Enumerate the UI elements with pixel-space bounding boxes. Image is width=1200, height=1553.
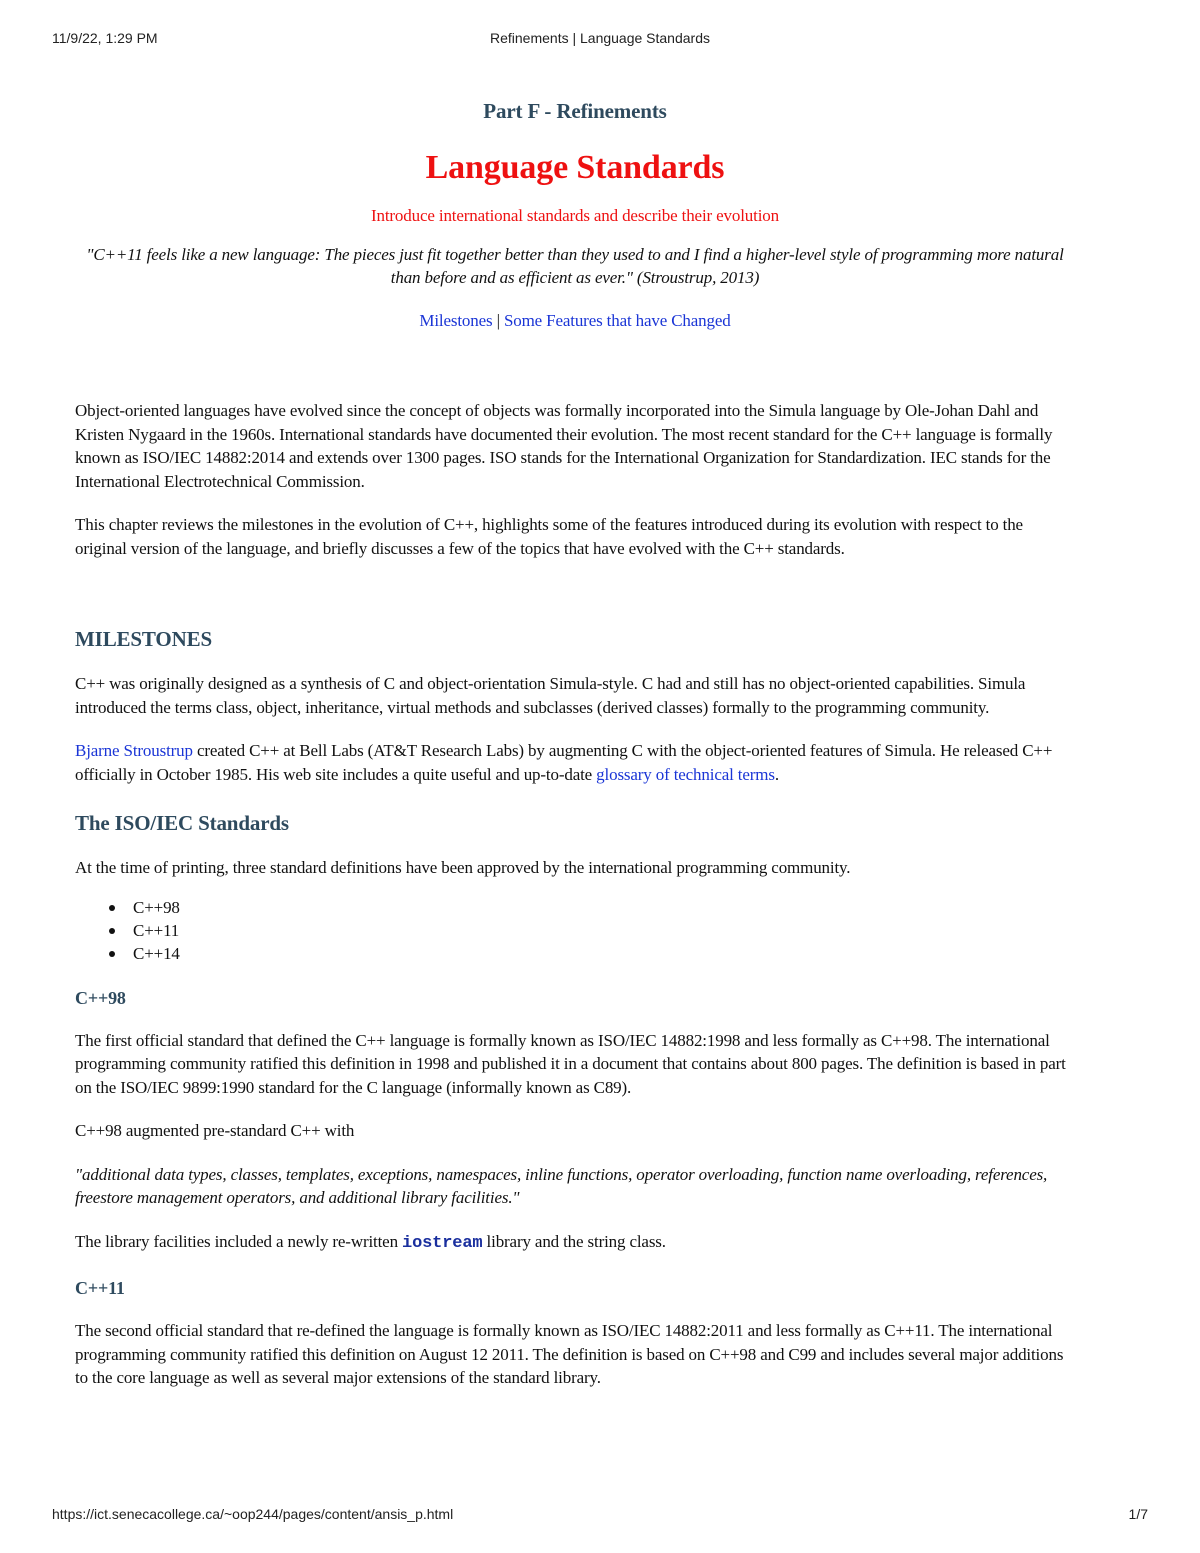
cpp98-paragraph-3: The library facilities included a newly re-written iostream library and the string class. [75, 1231, 666, 1253]
iso-standards-intro: At the time of printing, three standard definitions have been approved by the international programming community. [75, 858, 851, 877]
print-header [0, 30, 1200, 50]
print-datetime: 11/9/22, 1:29 PM [52, 30, 158, 46]
glossary-link[interactable]: glossary of technical terms [596, 764, 775, 784]
list-item: C++14 [133, 942, 1075, 965]
iostream-code: iostream [402, 1233, 483, 1253]
toc-separator: | [492, 310, 504, 330]
print-url: https://ict.senecacollege.ca/~oop244/pages/content/ansis_p.html [52, 1506, 454, 1522]
print-page-number: 1/7 [1128, 1506, 1148, 1522]
milestones-paragraph-2-end: . [774, 764, 779, 784]
bullet-icon [109, 905, 115, 911]
cpp98-paragraph-2: C++98 augmented pre-standard C++ with [75, 1121, 355, 1140]
cpp98-features-quote: "additional data types, classes, templates, exceptions, namespaces, inline functions, operator overloading, function name overloading, references, freestore management operators, and additional library facilities." [75, 1164, 1048, 1207]
milestones-paragraph-1: C++ was originally designed as a synthesis of C and object-orientation Simula-style. C had and still has no object-oriented capabilities. Simula introduced the terms class, object, inheritance, virtual methods and subclasses (derived classes) formally to the programming community. [75, 674, 1026, 717]
print-footer [0, 1506, 1200, 1526]
stroustrup-quote: "C++11 feels like a new language: The pieces just fit together better than they used to and I find a higher-level style of programming more natural than before and as efficient as ever." (Stroustrup, 2013) [86, 244, 1064, 287]
print-doc-title: Refinements | Language Standards [489, 30, 710, 46]
page-content [75, 96, 1075, 1390]
milestones-paragraph-2-text: created C++ at Bell Labs (AT&T Research Labs) by augmenting C with the object-oriented features of Simula. He released C++ officially in October 1985. His web site includes a quite useful and up-to-date [75, 741, 1053, 784]
stroustrup-link[interactable]: Bjarne Stroustrup [75, 741, 193, 760]
table-of-contents [75, 309, 1075, 333]
cpp11-heading: C++11 [75, 1278, 125, 1298]
milestones-heading: MILESTONES [75, 627, 212, 651]
standards-list [75, 896, 1075, 965]
toc-link-features[interactable]: Some Features that have Changed [503, 310, 731, 330]
cpp98-paragraph-1: The first official standard that defined the C++ language is formally known as ISO/IEC 14882:1998 and less formally as C++98. The international programming community ratified this definition in 1998 and published it in a document that contains about 800 pages. The definition is based in part on the ISO/IEC 9899:1990 standard for the C language (informally known as C89). [75, 1030, 1066, 1097]
cpp98-heading: C++98 [75, 987, 126, 1008]
iso-standards-heading: The ISO/IEC Standards [75, 811, 289, 835]
page-title: Language Standards [425, 149, 725, 186]
intro-paragraph-2: This chapter reviews the milestones in the evolution of C++, highlights some of the features introduced during its evolution with respect to the original version of the language, and briefly discusses a few of the topics that have evolved with the C++ standards. [75, 515, 1023, 558]
cpp11-paragraph-1: The second official standard that re-defined the language is formally known as ISO/IEC 14882:2011 and less formally as C++11. The international programming community ratified this definition on August 12 2011. The definition is based on C++98 and C99 and includes several major additions to the core language as well as several major extensions of the standard library. [75, 1321, 1064, 1387]
intro-paragraph-1: Object-oriented languages have evolved since the concept of objects was formally incorporated into the Simula language by Ole-Johan Dahl and Kristen Nygaard in the 1960s. International standards have documented their evolution. The most recent standard for the C++ language is formally known as ISO/IEC 14882:2014 and extends over 1300 pages. ISO stands for the International Organization for Standardization. IEC stands for the International Electrotechnical Commission. [75, 401, 1053, 491]
list-item: C++98 [133, 896, 1075, 919]
toc-link-milestones[interactable]: Milestones [419, 310, 493, 330]
milestones-paragraph-2 [75, 739, 1075, 786]
chapter-intro: Introduce international standards and describe their evolution [370, 206, 779, 225]
list-item: C++11 [133, 919, 1075, 942]
part-title: Part F - Refinements [483, 99, 667, 123]
bullet-icon [109, 951, 115, 957]
bullet-icon [109, 928, 115, 934]
